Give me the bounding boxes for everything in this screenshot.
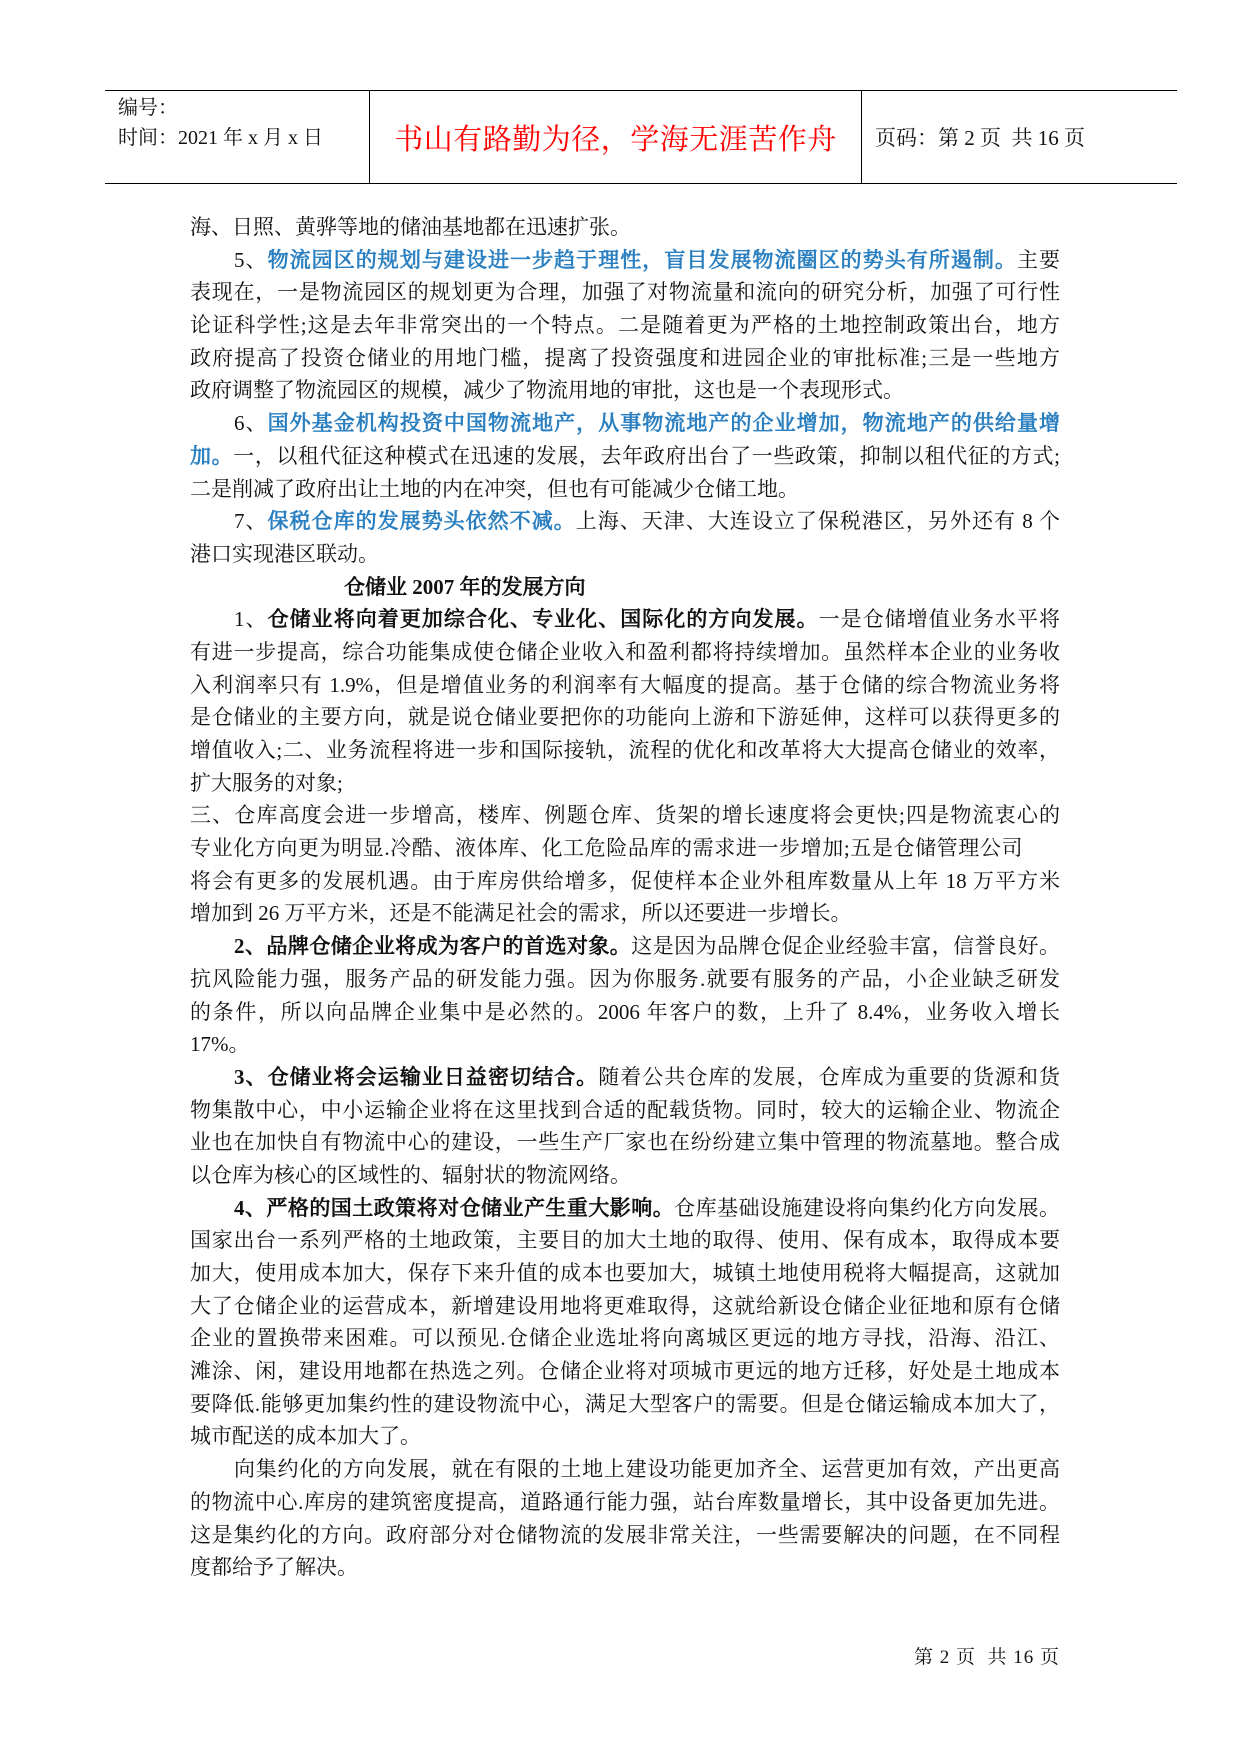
bold-heading: 3、仓储业将会运输业日益密切结合。 (234, 1064, 599, 1089)
text-span: 论证科学性;这是去年非常突出的一个特点。二是随着更为严格的土地控制政策出台，地方 (190, 313, 1060, 338)
text-line (190, 1355, 1060, 1388)
text-line (190, 767, 1060, 800)
text-line (190, 211, 1060, 244)
text-line (190, 930, 1060, 963)
text-span: 要降低.能够更加集约性的建设物流中心，满足大型客户的需要。但是仓储运输成本加大了， (190, 1391, 1060, 1416)
text-line (190, 1420, 1060, 1453)
text-line (190, 669, 1060, 702)
text-line (190, 734, 1060, 767)
text-line (190, 342, 1060, 375)
text-span: 大了仓储企业的运营成本，新增建设用地将更难取得，这就给新设仓储企业征地和原有仓储 (190, 1293, 1060, 1318)
text-span: 随着公共仓库的发展，仓库成为重要的货源和货 (598, 1064, 1060, 1089)
text-line (190, 832, 1060, 865)
header-right-cell (875, 91, 1175, 183)
text-line (190, 1322, 1060, 1355)
text-line (190, 1453, 1060, 1486)
highlighted-heading: 加。 (190, 443, 234, 468)
text-span: 城市配送的成本加大了。 (190, 1424, 421, 1449)
text-span: 业也在加快自有物流中心的建设，一些生产厂家也在纷纷建立集中管理的物流墓地。整合成 (190, 1130, 1060, 1155)
text-span: 海、日照、黄骅等地的储油基地都在迅速扩张。 (190, 215, 631, 239)
text-span: 政府调整了物流园区的规模，减少了物流用地的审批，这也是一个表现形式。 (190, 378, 904, 403)
text-line (190, 309, 1060, 342)
text-span: 表现在，一是物流园区的规划更为合理，加强了对物流量和流向的研究分析，加强了可行性 (190, 280, 1060, 305)
text-span: 主要 (1016, 247, 1061, 272)
text-span: 国家出台一系列严格的土地政策，主要目的加大土地的取得、使用、保有成本，取得成本要 (190, 1228, 1060, 1253)
text-span: 港口实现港区联动。 (190, 541, 379, 566)
text-line (190, 505, 1060, 538)
document-number-label: 编号： (118, 97, 178, 119)
document-body (190, 211, 1060, 1584)
text-line (190, 1028, 1060, 1061)
text-span: 是仓储业的主要方向，就是说仓储业要把你的功能向上游和下游延伸，这样可以获得更多的 (190, 705, 1060, 730)
text-line (190, 1551, 1060, 1584)
text-span: 这是因为品牌仓促企业经验丰富，信誉良好。 (631, 934, 1060, 959)
text-line (190, 407, 1060, 440)
text-line (190, 276, 1060, 309)
text-line (190, 799, 1060, 832)
text-span: 以仓库为核心的区域性的、辐射状的物流网络。 (190, 1162, 631, 1187)
text-span: 加大，使用成本加大，保存下来升值的成本也要加大，城镇土地使用税将大幅提高，这就加 (190, 1261, 1060, 1285)
text-line (190, 1257, 1060, 1290)
text-line (190, 963, 1060, 996)
text-span: 有进一步提高，综合功能集成使仓储企业收入和盈利都将持续增加。虽然样本企业的业务收 (190, 639, 1060, 664)
text-span: 一，以租代征这种模式在迅速的发展，去年政府出台了一些政策，抑制以租代征的方式; (233, 443, 1060, 468)
text-span: 二是削减了政府出让土地的内在冲突，但也有可能减少仓储工地。 (190, 476, 799, 501)
text-line (190, 244, 1060, 277)
text-span: 仓库基础设施建设将向集约化方向发展。 (674, 1195, 1060, 1220)
item-number: 7、 (234, 509, 268, 534)
text-line (190, 603, 1060, 636)
text-span: 将会有更多的发展机遇。由于库房供给增多，促使样本企业外租库数量从上年 18 万平方米 (190, 868, 1060, 893)
header-divider (861, 91, 862, 183)
bold-heading: 2、品牌仓储企业将成为客户的首选对象。 (234, 934, 632, 959)
header-left-cell (118, 93, 363, 153)
text-span: 度都给予了解决。 (190, 1555, 358, 1580)
text-line (190, 1486, 1060, 1519)
section-title: 仓储业 2007 年的发展方向 (344, 574, 586, 599)
text-line (190, 897, 1060, 930)
text-line (190, 1290, 1060, 1323)
text-span: 一是仓储增值业务水平将 (818, 607, 1061, 632)
text-line (190, 440, 1060, 473)
text-line (190, 1126, 1060, 1159)
item-number: 1、 (234, 607, 268, 632)
highlighted-heading: 国外基金机构投资中国物流地产，从事物流地产的企业增加，物流地产的供给量增 (267, 411, 1061, 436)
bold-heading: 4、严格的国土政策将对仓储业产生重大影响。 (234, 1195, 675, 1220)
text-span: 物集散中心，中小运输企业将在这里找到合适的配载货物。同时，较大的运输企业、物流企 (190, 1097, 1060, 1122)
highlighted-heading: 物流园区的规划与建设进一步趋于理性，盲目发展物流圈区的势头有所遏制。 (267, 247, 1017, 272)
page-header (105, 90, 1177, 184)
text-line (190, 1224, 1060, 1257)
text-span: 向集约化的方向发展，就在有限的土地上建设功能更加齐全、运营更加有效，产出更高 (234, 1457, 1060, 1482)
text-span: 专业化方向更为明显.冷酷、液体库、化工危险品库的需求进一步增加;五是仓储管理公司 (190, 836, 1024, 861)
document-time-label: 时间：2021 年 x 月 x 日 (118, 127, 323, 149)
text-line (190, 1061, 1060, 1094)
text-span: 增加到 26 万平方米，还是不能满足社会的需求，所以还要进一步增长。 (190, 901, 852, 926)
header-motto: 书山有路勤为径，学海无涯苦作舟 (394, 123, 837, 156)
text-line (190, 636, 1060, 669)
text-line (190, 1388, 1060, 1421)
text-span: 的物流中心.库房的建筑密度提高，道路通行能力强，站台库数量增长，其中设备更加先进。 (190, 1489, 1060, 1514)
text-line (190, 701, 1060, 734)
text-line (190, 865, 1060, 898)
header-motto-cell (370, 91, 861, 183)
text-span: 三、仓库高度会进一步增高，楼库、例题仓库、货架的增长速度将会更快;四是物流衷心的 (190, 803, 1060, 828)
text-span: 上海、天津、大连设立了保税港区，另外还有 8 个 (575, 509, 1061, 534)
text-span: 的条件，所以向品牌企业集中是必然的。2006 年客户的数，上升了 8.4%，业务收入增长 (190, 999, 1060, 1024)
header-page-label: 页码：第 2 页 共 16 页 (875, 126, 1085, 150)
text-span: 入利润率只有 1.9%，但是增值业务的利润率有大幅度的提高。基于仓储的综合物流业务将 (190, 672, 1060, 697)
highlighted-heading: 保税仓库的发展势头依然不减。 (267, 509, 576, 534)
text-span: 政府提高了投资仓储业的用地门槛，提离了投资强度和进园企业的审批标准;三是一些地方 (190, 345, 1060, 370)
text-line (190, 1192, 1060, 1225)
bold-heading: 仓储业将向着更加综合化、专业化、国际化的方向发展。 (267, 607, 819, 632)
text-line (190, 996, 1060, 1029)
text-line (190, 473, 1060, 506)
footer-page-number: 第 2 页 共 16 页 (913, 1647, 1060, 1668)
text-line (190, 1159, 1060, 1192)
text-line (190, 374, 1060, 407)
text-line (190, 538, 1060, 571)
item-number: 5、 (234, 247, 268, 272)
text-span: 抗风险能力强，服务产品的研发能力强。因为你服务.就要有服务的产品，小企业缺乏研发 (190, 966, 1060, 991)
text-span: 滩涂、闲，建设用地都在热选之列。仓储企业将对项城市更远的地方迁移，好处是土地成本 (190, 1359, 1060, 1384)
text-line (190, 1519, 1060, 1552)
item-number: 6、 (234, 411, 268, 436)
page-footer (914, 1642, 1060, 1669)
text-span: 扩大服务的对象; (190, 770, 343, 795)
text-span: 17%。 (190, 1032, 250, 1057)
text-span: 企业的置换带来困难。可以预见.仓储企业选址将向离城区更远的地方寻找，沿海、沿江、 (190, 1326, 1060, 1351)
text-span: 增值收入;二、业务流程将进一步和国际接轨，流程的优化和改革将大大提高仓储业的效率， (190, 738, 1060, 762)
text-line (190, 1094, 1060, 1127)
text-span: 这是集约化的方向。政府部分对仓储物流的发展非常关注，一些需要解决的问题，在不同程 (190, 1522, 1060, 1547)
